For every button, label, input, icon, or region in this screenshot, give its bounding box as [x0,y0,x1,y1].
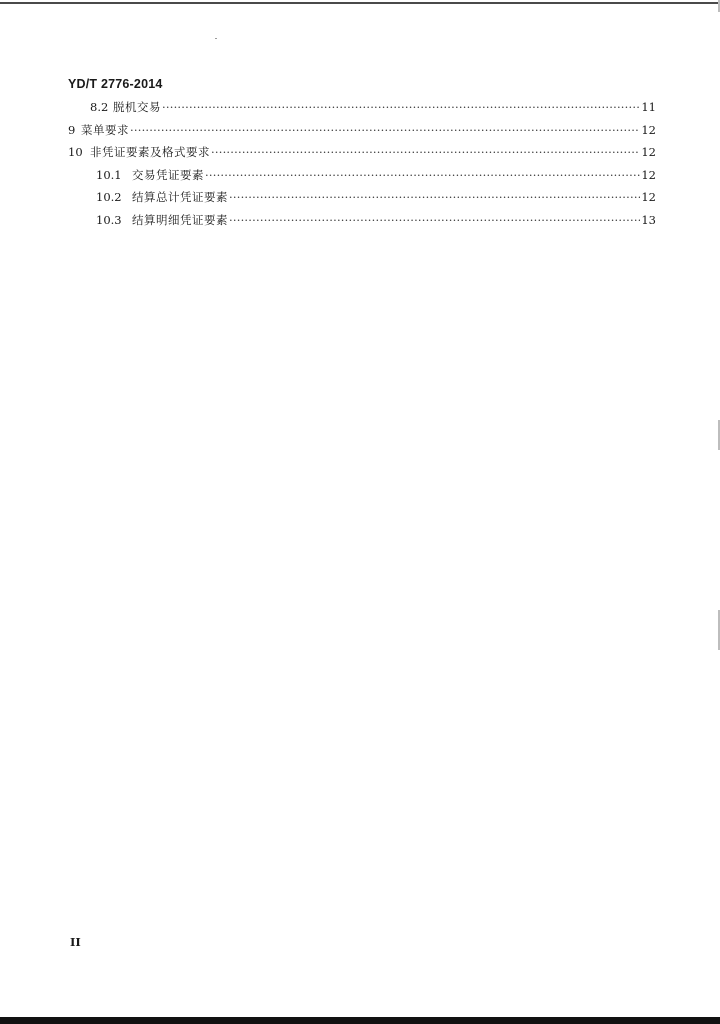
toc-entry-number: 10.2 [96,190,122,205]
toc-entry-page: 12 [641,167,656,182]
toc-entry[interactable] [68,212,656,235]
toc-entry-page: 12 [641,190,656,205]
toc-entry-page: 12 [641,145,656,160]
toc-leader-dots [162,100,640,114]
toc-entry-title: 非凭证要素及格式要求 [90,145,210,160]
scan-bottom-border [0,1017,720,1024]
toc-entry[interactable] [68,122,656,145]
toc-leader-dots [211,145,640,159]
toc-entry-number: 9 [68,122,76,137]
toc-entry-title: 结算总计凭证要素 [132,190,228,205]
document-standard-number: YD/T 2776-2014 [68,77,163,91]
toc-leader-dots [205,168,640,182]
page-number: II [70,935,81,949]
toc-entry-page: 12 [641,122,656,137]
toc-entry-title: 交易凭证要素 [132,167,204,182]
scan-top-border [0,2,720,4]
toc-entry[interactable] [68,144,656,167]
toc-entry-title: 结算明细凭证要素 [132,212,228,227]
toc-entry-page: 11 [641,100,656,114]
toc-entry-number: 10 [68,145,83,160]
toc-entry[interactable] [68,189,656,212]
toc-entry-number: 10.3 [96,212,122,227]
toc-leader-dots [130,123,640,137]
scan-speck [215,38,217,39]
toc-entry-number: 10.1 [96,167,122,182]
toc-entry-title: 菜单要求 [81,122,129,137]
toc-entry-page: 13 [641,212,656,227]
table-of-contents [68,99,656,235]
toc-leader-dots [229,190,640,204]
toc-entry[interactable] [68,99,656,122]
toc-entry-title: 脱机交易 [113,100,161,114]
toc-entry[interactable] [68,167,656,190]
toc-entry-number: 8.2 [90,100,109,114]
toc-leader-dots [229,213,640,227]
